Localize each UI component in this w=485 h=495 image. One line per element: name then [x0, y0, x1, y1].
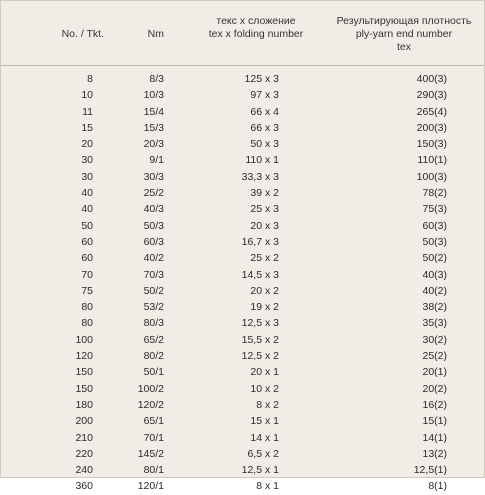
- cell-result: 100(3): [416, 170, 447, 183]
- cell-nm: 50/2: [143, 284, 164, 297]
- cell-tex-folding: 19 x 2: [250, 301, 279, 314]
- cell-nm: 40/2: [143, 252, 164, 265]
- header-resulting-density-unit: tex: [396, 41, 411, 53]
- table-row: [1, 283, 484, 299]
- cell-tkt: 120: [75, 350, 93, 363]
- table-row: [1, 185, 484, 201]
- cell-tex-folding: 10 x 2: [250, 382, 279, 395]
- cell-tkt: 200: [75, 415, 93, 428]
- cell-tkt: 150: [75, 366, 93, 379]
- cell-result: 290(3): [416, 89, 447, 102]
- cell-tex-folding: 20 x 3: [250, 219, 279, 232]
- cell-nm: 80/1: [143, 464, 164, 477]
- cell-tkt: 10: [81, 89, 93, 102]
- cell-tex-folding: 12,5 x 1: [241, 464, 279, 477]
- table-row: [1, 381, 484, 397]
- cell-result: 38(2): [422, 301, 447, 314]
- table-row: [1, 218, 484, 234]
- cell-tkt: 30: [81, 154, 93, 167]
- header-resulting-density-ru: Результирующая плотность: [336, 15, 472, 27]
- table-row: [1, 413, 484, 429]
- cell-result: 30(2): [422, 333, 447, 346]
- cell-tkt: 50: [81, 219, 93, 232]
- header-tkt: No. / Tkt.: [61, 28, 104, 40]
- cell-tex-folding: 110 x 1: [245, 154, 279, 167]
- table-row: [1, 71, 484, 87]
- table-row: [1, 446, 484, 462]
- cell-nm: 70/3: [143, 268, 164, 281]
- cell-tkt: 75: [81, 284, 93, 297]
- cell-tex-folding: 25 x 3: [250, 203, 279, 216]
- cell-nm: 50/3: [143, 219, 164, 232]
- cell-result: 8(1): [428, 480, 447, 493]
- cell-tkt: 150: [75, 382, 93, 395]
- cell-nm: 8/3: [149, 73, 164, 85]
- cell-nm: 15/4: [143, 105, 164, 118]
- cell-tkt: 180: [75, 398, 93, 411]
- cell-tkt: 60: [81, 252, 93, 265]
- cell-tkt: 80: [81, 317, 93, 330]
- cell-tkt: 15: [81, 121, 93, 134]
- cell-tex-folding: 15 x 1: [250, 415, 279, 428]
- table-row: [1, 104, 484, 120]
- cell-nm: 60/3: [143, 235, 164, 248]
- cell-result: 16(2): [422, 398, 447, 411]
- table-row: [1, 430, 484, 446]
- header-tex-folding-en: tex x folding number: [208, 28, 304, 40]
- table-row: [1, 169, 484, 185]
- cell-tkt: 360: [75, 480, 93, 493]
- cell-result: 110(1): [417, 154, 447, 167]
- cell-tkt: 100: [75, 333, 93, 346]
- header-nm: Nm: [147, 28, 164, 40]
- cell-tkt: 40: [81, 187, 93, 200]
- table-row: [1, 332, 484, 348]
- cell-nm: 80/2: [143, 350, 164, 363]
- cell-result: 60(3): [422, 219, 447, 232]
- table-row: [1, 120, 484, 136]
- cell-tex-folding: 66 x 4: [250, 105, 279, 118]
- cell-tkt: 40: [81, 203, 93, 216]
- cell-tkt: 60: [81, 235, 93, 248]
- cell-tkt: 70: [81, 268, 93, 281]
- cell-nm: 120/2: [137, 398, 164, 411]
- table-row: [1, 152, 484, 168]
- table-row: [1, 250, 484, 266]
- header-resulting-density: [331, 15, 477, 54]
- cell-result: 150(3): [416, 138, 447, 151]
- header-resulting-density-en: ply-yarn end number: [355, 28, 453, 40]
- cell-nm: 70/1: [143, 431, 164, 444]
- cell-nm: 40/3: [143, 203, 164, 216]
- cell-result: 15(1): [422, 415, 447, 428]
- cell-tex-folding: 66 x 3: [250, 121, 279, 134]
- cell-tex-folding: 14,5 x 3: [241, 268, 279, 281]
- cell-tkt: 8: [87, 73, 93, 85]
- cell-result: 78(2): [422, 187, 447, 200]
- cell-tex-folding: 33,3 x 3: [241, 170, 279, 183]
- cell-result: 200(3): [416, 121, 447, 134]
- table-row: [1, 478, 484, 494]
- cell-result: 40(3): [422, 268, 447, 281]
- cell-tkt: 210: [75, 431, 93, 444]
- cell-tex-folding: 8 x 2: [256, 398, 279, 411]
- table-row: [1, 299, 484, 315]
- cell-tex-folding: 12,5 x 2: [241, 350, 279, 363]
- table-row: [1, 267, 484, 283]
- cell-nm: 50/1: [143, 366, 164, 379]
- cell-tex-folding: 125 x 3: [244, 73, 279, 85]
- table-row: [1, 87, 484, 103]
- cell-nm: 145/2: [137, 447, 164, 460]
- cell-result: 50(2): [422, 252, 447, 265]
- cell-nm: 30/3: [143, 170, 164, 183]
- table-row: [1, 136, 484, 152]
- table-row: [1, 462, 484, 478]
- cell-tex-folding: 20 x 2: [250, 284, 279, 297]
- table-row: [1, 315, 484, 331]
- cell-tex-folding: 6,5 x 2: [247, 447, 279, 460]
- cell-tex-folding: 16,7 x 3: [241, 235, 279, 248]
- table-row: [1, 364, 484, 380]
- cell-nm: 9/1: [149, 154, 164, 167]
- cell-tkt: 11: [82, 105, 93, 118]
- cell-result: 12,5(1): [413, 464, 447, 477]
- cell-tex-folding: 97 x 3: [250, 89, 279, 102]
- cell-tex-folding: 50 x 3: [250, 138, 279, 151]
- table-row: [1, 348, 484, 364]
- cell-result: 20(2): [422, 382, 447, 395]
- cell-tex-folding: 15,5 x 2: [241, 333, 279, 346]
- table-row: [1, 397, 484, 413]
- header-tex-folding: [186, 15, 326, 41]
- cell-tex-folding: 20 x 1: [250, 366, 279, 379]
- cell-tex-folding: 25 x 2: [250, 252, 279, 265]
- cell-nm: 120/1: [137, 480, 164, 493]
- cell-tex-folding: 14 x 1: [250, 431, 279, 444]
- cell-result: 13(2): [422, 447, 447, 460]
- cell-result: 20(1): [422, 366, 447, 379]
- cell-result: 35(3): [422, 317, 447, 330]
- cell-result: 265(4): [416, 105, 447, 118]
- table-body: [1, 71, 484, 495]
- cell-result: 40(2): [422, 284, 447, 297]
- cell-nm: 15/3: [143, 121, 164, 134]
- cell-nm: 65/2: [143, 333, 164, 346]
- cell-tkt: 220: [75, 447, 93, 460]
- cell-result: 14(1): [422, 431, 447, 444]
- header-tex-folding-ru: текс х сложение: [216, 15, 296, 27]
- table-header: [1, 1, 484, 66]
- cell-nm: 25/2: [143, 187, 164, 200]
- table-row: [1, 234, 484, 250]
- cell-result: 25(2): [422, 350, 447, 363]
- cell-tex-folding: 12,5 x 3: [241, 317, 279, 330]
- cell-result: 50(3): [422, 235, 447, 248]
- cell-tkt: 80: [81, 301, 93, 314]
- cell-nm: 20/3: [143, 138, 164, 151]
- cell-tkt: 20: [81, 138, 93, 151]
- cell-nm: 10/3: [143, 89, 164, 102]
- cell-nm: 65/1: [143, 415, 164, 428]
- cell-nm: 100/2: [137, 382, 164, 395]
- cell-tex-folding: 8 x 1: [256, 480, 279, 493]
- table-row: [1, 201, 484, 217]
- cell-nm: 53/2: [143, 301, 164, 314]
- cell-result: 75(3): [422, 203, 447, 216]
- cell-result: 400(3): [416, 73, 447, 85]
- cell-nm: 80/3: [143, 317, 164, 330]
- cell-tex-folding: 39 x 2: [250, 187, 279, 200]
- cell-tkt: 240: [75, 464, 93, 477]
- cell-tkt: 30: [81, 170, 93, 183]
